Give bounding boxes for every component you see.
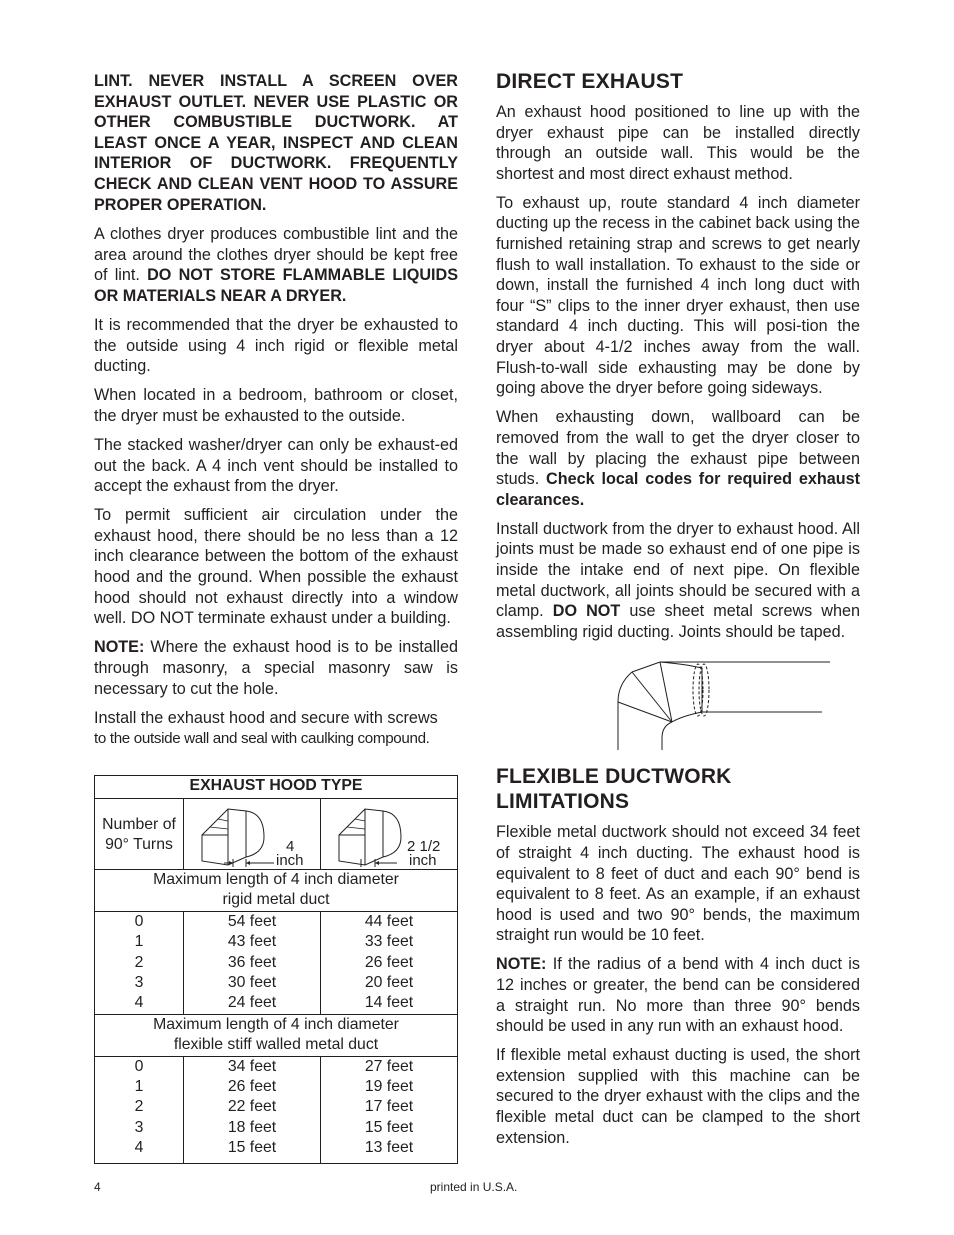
paragraph-flex-1: Flexible metal ductwork should not exceed 34 feet of straight 4 inch ducting. The exhaust hood is equivalent to 8 feet of duct and each 90° bend is equivalent to 8 feet. As an example, if an exhaust hood is used and two 90° bends, the maximum straight run would be 10 feet. (496, 823, 860, 945)
printed-note: printed in U.S.A. (430, 1180, 518, 1194)
paragraph-lint: A clothes dryer produces combustible lint and the area around the clothes dryer should be kept free of lint. DO NOT STORE FLAMMABLE LIQUIDS OR MATERIALS NEAR A DRYER. (94, 225, 458, 305)
lint-warning: LINT. NEVER INSTALL A SCREEN OVER EXHAUST OUTLET. NEVER USE PLASTIC OR OTHER COMBUSTIBLE DUCTWORK. AT LEAST ONCE A YEAR, INSPECT AND CLEAN INTERIOR OF DUCTWORK. FREQUENTLY CHECK AND CLEAN VENT HOOD TO ASSURE PROPER OPERATION. (94, 72, 458, 214)
table-title: EXHAUST HOOD TYPE (95, 776, 458, 799)
flammable-warning: DO NOT STORE FLAMMABLE LIQUIDS OR MATERIALS NEAR A DRYER. (94, 266, 458, 305)
page-number: 4 (94, 1180, 101, 1194)
paragraph-direct-1: An exhaust hood positioned to line up with the dryer exhaust pipe can be installed directly through an outside wall. This would be the shortest and most direct exhaust method. (496, 103, 860, 183)
paragraph-clearance: To permit sufficient air circulation under the exhaust hood, there should be no less than a 12 inch clearance between the bottom of the exhaust hood and the ground. When possible the exhaust hood should not exhaust directly into a window well. DO NOT terminate exhaust under a building. (94, 506, 458, 628)
rigid-duct-header: Maximum length of 4 inch diameter rigid metal duct (95, 870, 458, 912)
flex-2half-column: 27 feet 19 feet 17 feet 15 feet 13 feet (321, 1056, 458, 1163)
hood-type-2half-inch (321, 799, 458, 870)
direct-exhaust-heading: DIRECT EXHAUST (496, 70, 684, 93)
paragraph-stacked: The stacked washer/dryer can only be exhaust-ed out the back. A 4 inch vent should be installed to accept the exhaust from the dryer. (94, 436, 458, 496)
flex-turns-column: 0 1 2 3 4 (95, 1056, 184, 1163)
hood-type-4inch (184, 799, 321, 870)
flex-duct-header: Maximum length of 4 inch diameter flexible stiff walled metal duct (95, 1014, 458, 1056)
flexible-ductwork-heading: FLEXIBLE DUCTWORK LIMITATIONS (496, 765, 732, 814)
paragraph-flex-3: If flexible metal exhaust ducting is used, the short extension supplied with this machine can be secured to the dryer exhaust with the clips and the flexible metal duct can be clamped to the short extension. (496, 1046, 860, 1147)
flex-4inch-column: 34 feet 26 feet 22 feet 18 feet 15 feet (184, 1056, 321, 1163)
exhaust-hood-table (94, 775, 458, 1164)
rigid-turns-column: 0 1 2 3 4 (95, 911, 184, 1014)
paragraph-install-hood: Install the exhaust hood and secure with screws to the outside wall and seal with caulking compound. (94, 708, 438, 748)
hood1-size: 4 (286, 838, 295, 855)
hood1-unit: inch (276, 852, 304, 869)
paragraph-bedroom: When located in a bedroom, bathroom or closet, the dryer must be exhausted to the outside. (94, 386, 458, 425)
turns-header: Number of 90° Turns (95, 799, 184, 870)
hood2-size: 2 1/2 (407, 838, 441, 855)
paragraph-exhaust-outside: It is recommended that the dryer be exhausted to the outside using 4 inch rigid or flexible metal ducting. (94, 316, 458, 376)
paragraph-direct-3: When exhausting down, wallboard can be removed from the wall to get the dryer closer to the wall by placing the exhaust pipe between studs. Check local codes for required exhaust clearances. (496, 408, 860, 509)
hood2-unit: inch (409, 852, 437, 869)
paragraph-flex-note: NOTE: If the radius of a bend with 4 inch duct is 12 inches or greater, the bend can be considered a straight run. No more than three 90° bends should be used in any run with an exhaust hood. (496, 955, 860, 1036)
duct-joint-illustration (612, 654, 842, 754)
rigid-4inch-column: 54 feet 43 feet 36 feet 30 feet 24 feet (184, 911, 321, 1014)
note-masonry: NOTE: Where the exhaust hood is to be installed through masonry, a special masonry saw is necessary to cut the hole. (94, 638, 458, 698)
paragraph-direct-2: To exhaust up, route standard 4 inch diameter ducting up the recess in the cabinet back using the furnished retaining strap and screws to get nearly flush to wall installation. To exhaust to the side or down, install the furnished 4 inch long duct with four “S” clips to the inner dryer exhaust, then use standard 4 inch ducting. This will posi-tion the dryer about 4-1/2 inches away from the wall. Flush-to-wall side exhausting may be done by going above the dryer before going sideways. (496, 193, 860, 398)
left-column (94, 71, 458, 750)
right-column (496, 69, 860, 1157)
rigid-2half-column: 44 feet 33 feet 26 feet 20 feet 14 feet (321, 911, 458, 1014)
paragraph-direct-4: Install ductwork from the dryer to exhaust hood. All joints must be made so exhaust end of one pipe is inside the intake end of next pipe. On flexible metal ductwork, all joints should be secured with a clamp. DO NOT use sheet metal screws when assembling rigid ducting. Joints should be taped. (496, 519, 861, 641)
louvered-hood-icon (321, 799, 457, 869)
